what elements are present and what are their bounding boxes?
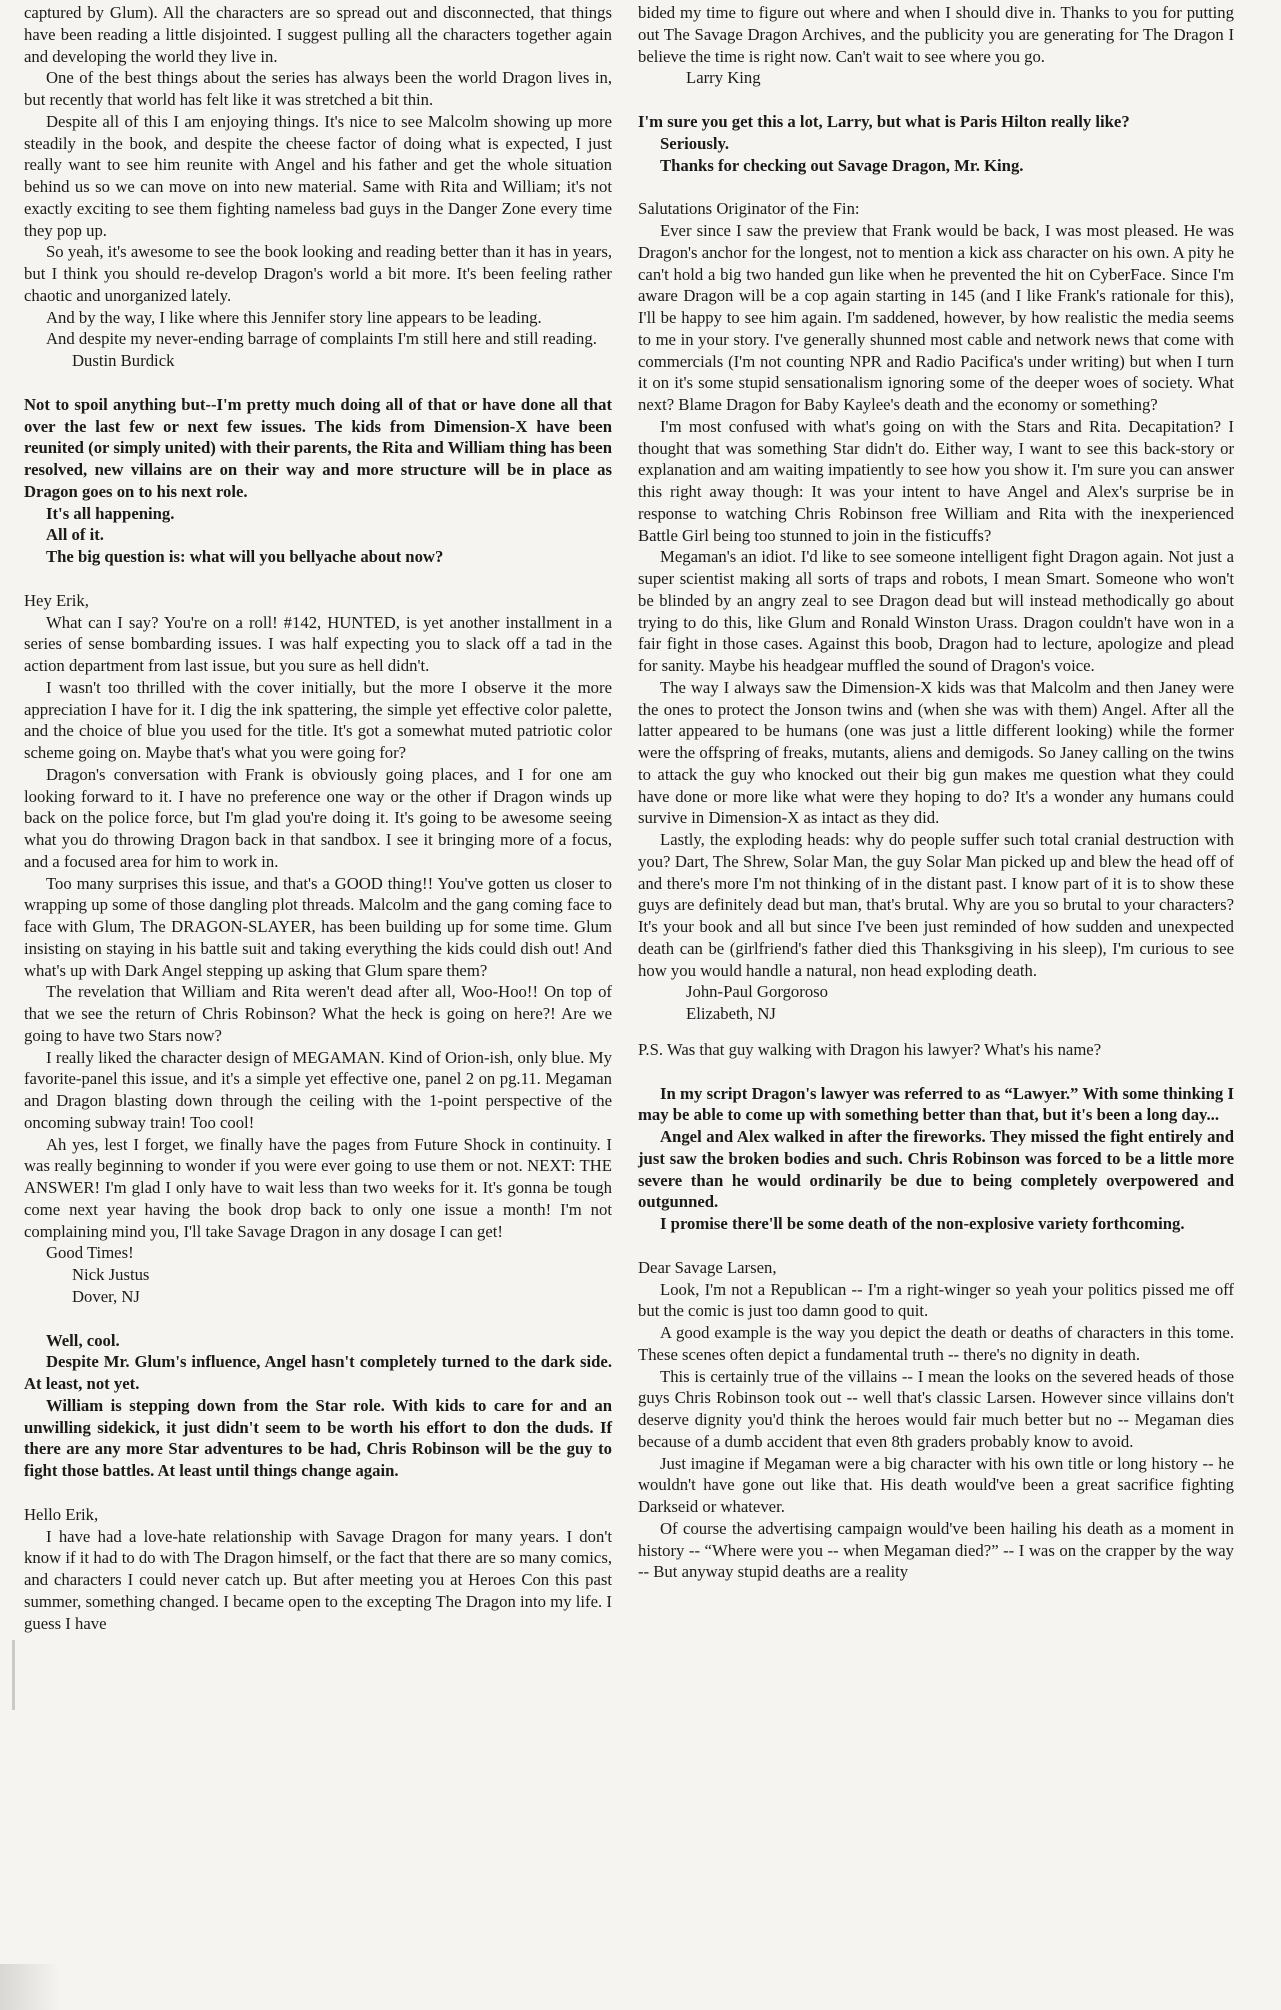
letter-paragraph: Lastly, the exploding heads: why do people suffer such total cranial destruction with you? Dart, The Shrew, Solar Man, the guy Solar Man picked up and blew the head off of and there's more I'm not thinking of in the distant past. I know part of it is to show these guys are definitely dead but man, that's brutal. Why are you so brutal to your characters? It's your book and all but since I've been just reminded of how sudden and unexpected death can be (girlfriend's father died this Thanksgiving in his sleep), I'm curious to see how you would handle a natural, non head exploding death. xyxy=(638,830,1234,980)
letter-postscript: P.S. Was that guy walking with Dragon his lawyer? What's his name? xyxy=(638,1039,1102,1059)
editor-reply-2 xyxy=(24,1330,612,1482)
letter-paragraph: Look, I'm not a Republican -- I'm a right-winger so yeah your politics pissed me off but the comic is just too damn good to quit. xyxy=(638,1279,1234,1321)
letter-paragraph: Too many surprises this issue, and that's a GOOD thing!! You've gotten us closer to wrapping up some of those dangling plot threads. Malcolm and the gang coming face to face with Glum, The DRAGON-SLAYER, has been building up for some time. Glum insisting on staying in his battle suit and taking everything the kids could dish out! And what's up with Dark Angel stepping up asking that Glum spare them? xyxy=(24,873,612,980)
letter-larry-king-start xyxy=(24,1504,612,1635)
reply-paragraph: I'm sure you get this a lot, Larry, but what is Paris Hilton really like? xyxy=(638,112,1130,131)
letter-paragraph: Megaman's an idiot. I'd like to see someone intelligent fight Dragon again. Not just a super scientist making all sorts of traps and robots, I mean Smart. Someone who won't be blinded by an angry zeal to see Dragon dead but will instead methodically go about trying to do this, like Glum and Ronald Winston Urass. Dragon couldn't have won in a fair fight in those cases. Against this boob, Dragon had to lecture, apologize and plead for sanity. Maybe his headgear muffled the sound of Dragon's voice. xyxy=(638,547,1234,675)
letter-location: Elizabeth, NJ xyxy=(686,1004,776,1023)
reply-paragraph: Not to spoil anything but--I'm pretty much doing all of that or have done all that over the last few or next few issues. The kids from Dimension-X have been reunited (or simply united) with their parents, the Rita and William thing has been resolved, new villains are on their way and more structure will be in place as Dragon goes on to his next role. xyxy=(24,394,612,501)
letter-nick-justus xyxy=(24,590,612,1308)
reply-paragraph: Despite Mr. Glum's influence, Angel hasn't completely turned to the dark side. At least, not yet. xyxy=(24,1352,612,1393)
letter-signature: John-Paul Gorgoroso xyxy=(686,982,828,1002)
letter-paragraph: So yeah, it's awesome to see the book looking and reading better than it has in years, but I think you should re-develop Dragon's world a bit more. It's been feeling rather chaotic and unorganized lately. xyxy=(24,242,612,305)
letter-paragraph: Ah yes, lest I forget, we finally have the pages from Future Shock in continuity. I was really beginning to wonder if you were ever going to use them or not. NEXT: THE ANSWER! I'm glad I only have to wait less than two weeks for it. It's gonna be tough come next year having the book drop back to only one issue a month! I'm not complaining mind you, I'll take Savage Dragon in any dosage I can get! xyxy=(24,1134,612,1241)
letter-savage-larsen xyxy=(638,1257,1234,1583)
letter-paragraph: I'm most confused with what's going on with the Stars and Rita. Decapitation? I thought that was something Star didn't do. Either way, I want to see this back-story or explanation and am waiting impatiently to see how you show it. I'm sure you can answer this right away though: It was your intent to have Angel and Alex's surprise be in response to watching Chris Robinson free William and Rita with the inexperienced Battle Girl being too stunned to join in the fisticuffs? xyxy=(638,416,1234,545)
letter-paragraph: Dragon's conversation with Frank is obviously going places, and I for one am looking forward to it. I have no preference one way or the other if Dragon winds up back on the police force, but I'm glad you're doing it. It's going to be awesome seeing what you do throwing Dragon back in that sandbox. I see it bringing more of a focus, and a focused area for him to work in. xyxy=(24,764,612,871)
editor-reply-1 xyxy=(24,394,612,568)
letter-paragraph: Ever since I saw the preview that Frank would be back, I was most pleased. He was Dragon's anchor for the longest, not to mention a kick ass character on his own. A pity he can't hold a big two handed gun like when he prevented the hit on CyberFace. Since I'm aware Dragon will be a cop again starting in 145 (and I like Frank's rationale for this), I'll be happy to see him again. I'm saddened, however, by how realistic the media seems to me in your story. I've generally shunned most cable and network news that come with commercials (I'm not counting NPR and Radio Pacifica's under writing) but when I turn it on it's some stupid sensationalism ignoring some of the deeper woes of society. What next? Blame Dragon for Baby Kaylee's death and the economy or something? xyxy=(638,221,1234,414)
letter-paragraph: I really liked the character design of MEGAMAN. Kind of Orion-ish, only blue. My favorite-panel this issue, and it's a simple yet effective one, panel 2 on pg.11. Megaman and Dragon blasting down through the ceiling with the 1-point perspective of the oncoming subway train! Too cool! xyxy=(24,1047,612,1132)
scan-edge-shadow xyxy=(0,1964,60,2010)
editor-reply-3 xyxy=(638,111,1234,176)
letter-john-paul-gorgoroso xyxy=(638,198,1234,1060)
reply-paragraph: Angel and Alex walked in after the fireworks. They missed the fight entirely and just saw the broken bodies and such. Chris Robinson was forced to be a little more severe than he would ordinarily be due to being completely overpowered and outgunned. xyxy=(638,1127,1234,1212)
letter-paragraph: I wasn't too thrilled with the cover initially, but the more I observe it the more appreciation I have for it. I dig the ink spattering, the simple yet effective color palette, and the choice of blue you used for the title. It's got a somewhat muted patriotic color scheme going on. Maybe that's what you were going for? xyxy=(24,677,612,762)
reply-paragraph: It's all happening. xyxy=(46,503,175,523)
reply-paragraph: Thanks for checking out Savage Dragon, Mr. King. xyxy=(660,155,1024,175)
letter-signature: Dustin Burdick xyxy=(72,351,175,370)
letter-paragraph: One of the best things about the series has always been the world Dragon lives in, but recently that world has felt like it was stretched a bit thin. xyxy=(24,68,612,109)
letter-paragraph: Despite all of this I am enjoying things. It's nice to see Malcolm showing up more steadily in the book, and despite the cheese factor of doing what is expected, I just really want to see him reunite with Angel and his father and get the whole situation behind us so we can move on into new material. Same with Rita and William; it's not exactly exciting to see them fighting nameless bad guys in the Danger Zone every time they pop up. xyxy=(24,111,612,240)
reply-paragraph: I promise there'll be some death of the non-explosive variety forthcoming. xyxy=(660,1214,1185,1233)
letter-paragraph: captured by Glum). All the characters are so spread out and disconnected, that things have been reading a little disjointed. I suggest pulling all the characters together again and developing the world they live in. xyxy=(24,3,612,66)
letter-paragraph: Just imagine if Megaman were a big character with his own title or long history -- he wouldn't have gone out like that. His death would've been a great sacrifice fighting Darkseid or whatever. xyxy=(638,1453,1234,1516)
letter-paragraph: I have had a love-hate relationship with Savage Dragon for many years. I don't know if it had to do with The Dragon himself, or the fact that there are so many comics, and characters I could never catch up. But after meeting you at Heroes Con this past summer, something changed. I became open to the excepting The Dragon into my life. I guess I have xyxy=(24,1526,612,1633)
letter-salutation: Salutations Originator of the Fin: xyxy=(638,199,860,219)
reply-paragraph: Seriously. xyxy=(660,133,730,153)
letter-paragraph: What can I say? You're on a roll! #142, HUNTED, is yet another installment in a series of sense bombarding issues. I was half expecting you to slack off a tad in the action department from last issue, but you sure as hell didn't. xyxy=(24,612,612,675)
letter-salutation: Hello Erik, xyxy=(24,1504,99,1524)
letter-larry-king-end xyxy=(638,2,1234,89)
reply-paragraph: William is stepping down from the Star role. With kids to care for and an unwilling sidekick, it just didn't seem to be worth his effort to don the duds. If there are any more Star adventures to be had, Chris Robinson will be the guy to fight those battles. At least until things change again. xyxy=(24,1395,612,1480)
left-column xyxy=(24,2,612,1634)
reply-paragraph: The big question is: what will you bellyache about now? xyxy=(46,547,444,566)
letter-paragraph: The way I always saw the Dimension-X kids was that Malcolm and then Janey were the ones to protect the Jonson twins and (when she was with them) Angel. After all the latter appeared to be humans (one was just a little different looking) while the former were the offspring of freaks, mutants, aliens and demigods. So Janey calling on the twins to attack the guy who knocked out their big gun makes me question what they could have done or more like what were they hoping to do? It's a wonder any humans could survive in Dimension-X as intact as they did. xyxy=(638,677,1234,828)
letter-salutation: Dear Savage Larsen, xyxy=(638,1257,777,1277)
reply-paragraph: All of it. xyxy=(46,525,104,545)
right-column xyxy=(638,2,1234,1583)
editor-reply-4 xyxy=(638,1083,1234,1235)
letter-location: Dover, NJ xyxy=(72,1286,140,1306)
letter-paragraph: This is certainly true of the villains -- I mean the looks on the severed heads of those guys Chris Robinson took out -- well that's classic Larsen. However since villains don't deserve dignity you'd think the heroes would fair much better but no -- Megaman dies because of a dumb accident that even 8th graders probably know to avoid. xyxy=(638,1366,1234,1451)
scan-gutter-mark xyxy=(12,1640,23,1710)
reply-paragraph: Well, cool. xyxy=(46,1330,120,1350)
letter-signature: Larry King xyxy=(686,68,761,88)
reply-paragraph: In my script Dragon's lawyer was referred to as “Lawyer.” With some thinking I may be able to come up with something better than that, but it's been a long day... xyxy=(638,1083,1234,1125)
letter-paragraph: Good Times! xyxy=(46,1243,134,1263)
letter-paragraph: bided my time to figure out where and when I should dive in. Thanks to you for putting out The Savage Dragon Archives, and the publicity you are generating for The Dragon I believe the time is right now. Can't wait to see where you go. xyxy=(638,3,1234,66)
letter-salutation: Hey Erik, xyxy=(24,590,89,610)
letter-paragraph: The revelation that William and Rita weren't dead after all, Woo-Hoo!! On top of that we see the return of Chris Robinson? What the heck is going on here?! Are we going to have two Stars now? xyxy=(24,982,612,1045)
letter-paragraph: And by the way, I like where this Jennifer story line appears to be leading. xyxy=(46,307,542,327)
letter-signature: Nick Justus xyxy=(72,1265,150,1284)
letter-dustin-burdick xyxy=(24,2,612,372)
letter-paragraph: Of course the advertising campaign would've been hailing his death as a moment in history -- “Where were you -- when Megaman died?” -- I was on the crapper by the way -- But anyway stupid deaths are a reality xyxy=(638,1518,1234,1582)
letter-paragraph: A good example is the way you depict the death or deaths of characters in this tome. These scenes often depict a fundamental truth -- there's no dignity in death. xyxy=(638,1323,1234,1364)
letter-paragraph: And despite my never-ending barrage of complaints I'm still here and still reading. xyxy=(46,329,597,349)
